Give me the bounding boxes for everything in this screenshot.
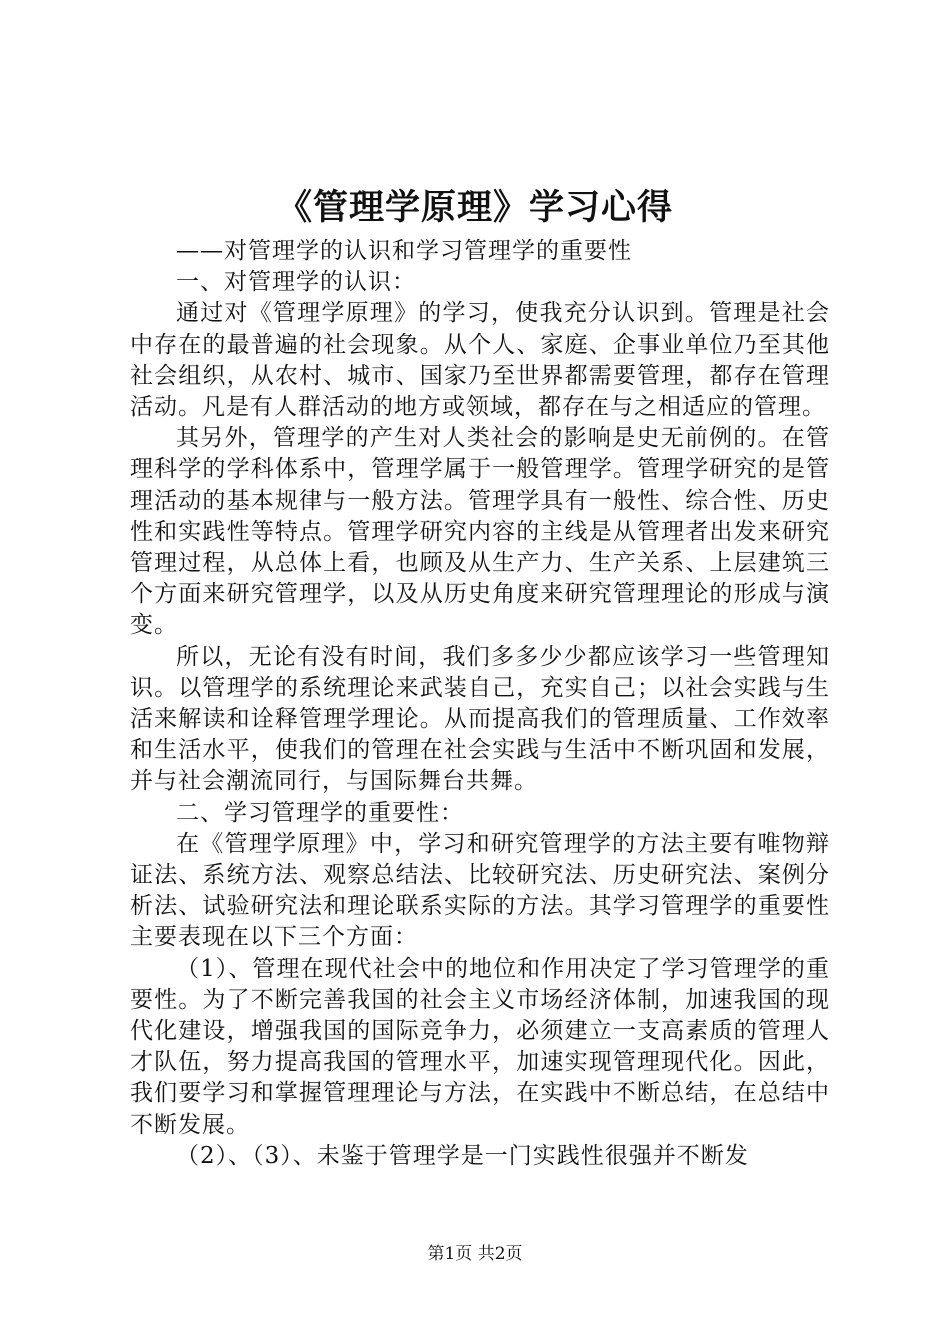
section-heading-2: 二、学习管理学的重要性： [176, 799, 464, 826]
paragraph: 其另外，管理学的产生对人类社会的影响是史无前例的。在管理科学的学科体系中，管理学属于一般管理学。管理学研究的是管理活动的基本规律与一般方法。管理学具有一般性、综合性、历史性和实践性等特点。管理学研究内容的主线是从管理者出发来研究管理过程，从总体上看，也顾及从生产力、生产关系、上层建筑三个方面来研究管理学，以及从历史角度来研究管理理论的形成与演变。 [130, 425, 830, 639]
paragraph: 通过对《管理学原理》的学习，使我充分认识到。管理是社会中存在的最普遍的社会现象。从个人、家庭、企事业单位乃至其他社会组织，从农村、城市、国家乃至世界都需要管理，都存在管理活动。凡是有人群活动的地方或领域，都存在与之相适应的管理。 [130, 300, 830, 421]
section-heading-1: 一、对管理学的认识： [176, 269, 416, 296]
paragraph: （2）、（3）、未鉴于管理学是一门实践性很强并不断发 [176, 1142, 749, 1169]
page-number: 第1页 共2页 [427, 1244, 523, 1264]
document-title: 《管理学原理》学习心得 [276, 187, 673, 228]
document-subtitle: ——对管理学的认识和学习管理学的重要性 [176, 238, 632, 264]
document-body [130, 236, 830, 1172]
paragraph: 所以，无论有没有时间，我们多多少少都应该学习一些管理知识。以管理学的系统理论来武装自己，充实自己；以社会实践与生活来解读和诠释管理学理论。从而提高我们的管理质量、工作效率和生活水平，使我们的管理在社会实践与生活中不断巩固和发展，并与社会潮流同行，与国际舞台共舞。 [130, 643, 830, 795]
paragraph: 在《管理学原理》中，学习和研究管理学的方法主要有唯物辩证法、系统方法、观察总结法、比较研究法、历史研究法、案例分析法、试验研究法和理论联系实际的方法。其学习管理学的重要性主要表现在以下三个方面： [130, 830, 830, 951]
paragraph: （1）、管理在现代社会中的地位和作用决定了学习管理学的重要性。为了不断完善我国的社会主义市场经济体制，加速我国的现代化建设，增强我国的国际竞争力，必须建立一支高素质的管理人才队伍，努力提高我国的管理水平，加速实现管理现代化。因此，我们要学习和掌握管理理论与方法，在实践中不断总结，在总结中不断发展。 [130, 955, 830, 1138]
